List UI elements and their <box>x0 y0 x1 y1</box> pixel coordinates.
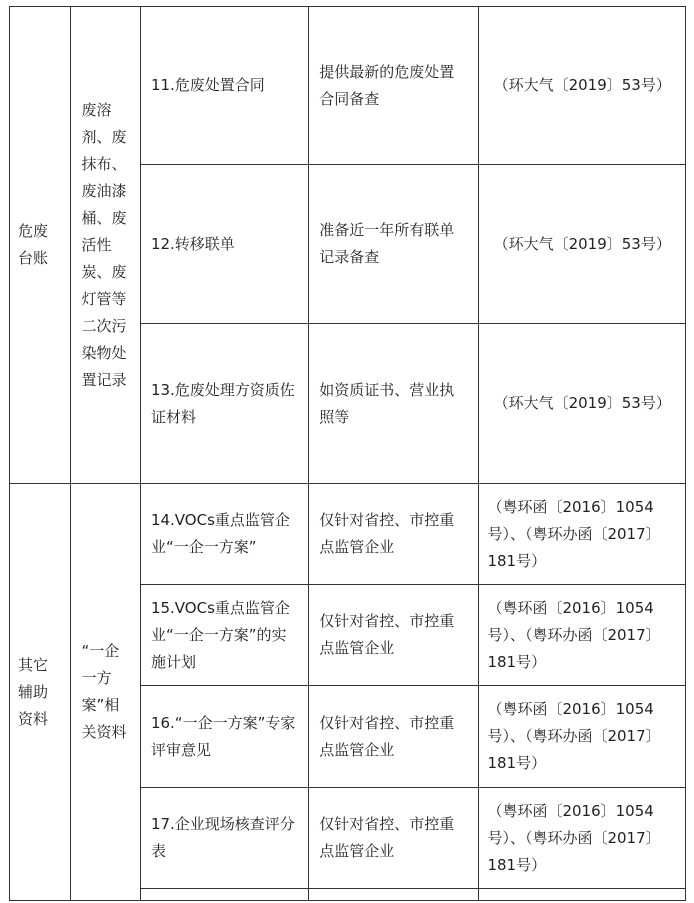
requirements-table <box>9 6 686 901</box>
table-row <box>10 484 686 585</box>
basis-cell: （粤环函〔2016〕1054号）、（粤环办函〔2017〕181号） <box>479 585 686 686</box>
basis-cell: （环大气〔2019〕53号） <box>479 324 686 484</box>
item-cell: 11.危废处置合同 <box>140 7 308 165</box>
category-cell: 其它辅助资料 <box>10 484 71 901</box>
item-cell: 16.“一企一方案”专家评审意见 <box>140 686 308 788</box>
category-cell: 危废台账 <box>10 7 71 484</box>
requirement-cell: 仅针对省控、市控重点监管企业 <box>309 788 479 889</box>
table-row <box>10 7 686 165</box>
empty-cell <box>479 889 686 901</box>
basis-cell: （粤环函〔2016〕1054号）、（粤环办函〔2017〕181号） <box>479 788 686 889</box>
requirement-cell: 仅针对省控、市控重点监管企业 <box>309 585 479 686</box>
requirement-cell: 准备近一年所有联单记录备查 <box>309 165 479 324</box>
item-cell: 14.VOCs重点监管企业“一企一方案” <box>140 484 308 585</box>
requirement-cell: 提供最新的危废处置合同备查 <box>309 7 479 165</box>
basis-cell: （粤环函〔2016〕1054号）、（粤环办函〔2017〕181号） <box>479 484 686 585</box>
item-cell: 17.企业现场核查评分表 <box>140 788 308 889</box>
basis-cell: （环大气〔2019〕53号） <box>479 165 686 324</box>
empty-cell <box>140 889 308 901</box>
item-cell: 13.危废处理方资质佐证材料 <box>140 324 308 484</box>
item-cell: 15.VOCs重点监管企业“一企一方案”的实施计划 <box>140 585 308 686</box>
requirement-cell: 仅针对省控、市控重点监管企业 <box>309 484 479 585</box>
basis-cell: （粤环函〔2016〕1054号）、（粤环办函〔2017〕181号） <box>479 686 686 788</box>
item-cell: 12.转移联单 <box>140 165 308 324</box>
subcategory-cell: 废溶剂、废抹布、废油漆桶、废活性炭、废灯管等二次污染物处置记录 <box>71 7 141 484</box>
empty-cell <box>309 889 479 901</box>
basis-cell: （环大气〔2019〕53号） <box>479 7 686 165</box>
requirement-cell: 如资质证书、营业执照等 <box>309 324 479 484</box>
subcategory-cell: “一企一方案”相关资料 <box>71 484 141 901</box>
requirement-cell: 仅针对省控、市控重点监管企业 <box>309 686 479 788</box>
